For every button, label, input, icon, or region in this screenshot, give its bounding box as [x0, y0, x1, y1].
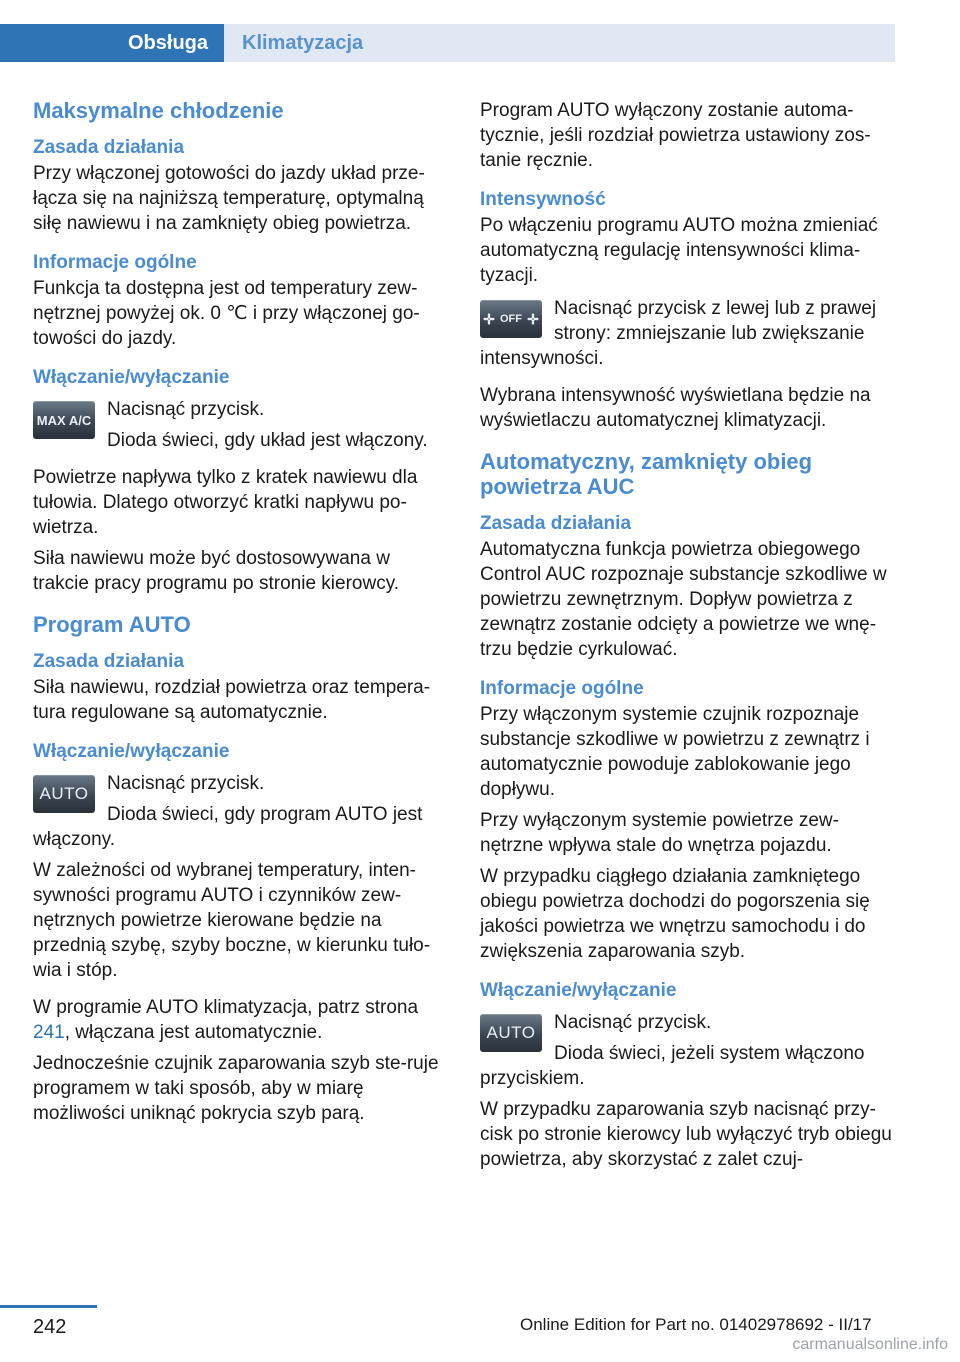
auto-sensor-text: Jednocześnie czujnik zaparowania szyb ste-ruje programem w taki sposób, aby w miarę możliwości uniknąć pokrycia szyb parą. [33, 1053, 439, 1124]
auto-ac-text-before: W programie AUTO klimatyzacja, patrz strona [33, 997, 419, 1018]
max-cooling-title: Maksymalne chłodzenie [33, 98, 284, 123]
section-tab-klimatyzacja: Klimatyzacja [224, 24, 895, 62]
auto-button-icon: AUTO [33, 775, 95, 813]
auto-principle-text: Siła nawiewu, rozdział powietrza oraz tempera-tura regulowane są automatycznie. [33, 677, 431, 723]
principle-heading: Zasada działania [33, 137, 185, 158]
footer-accent-line [0, 1305, 97, 1308]
auc-led-text: Dioda świeci, jeżeli system włączono przyciskiem. [480, 1043, 865, 1089]
page-reference-link[interactable]: 241 [33, 1022, 65, 1043]
auc-title: Automatyczny, zamknięty obieg powietrza AUC [480, 449, 813, 499]
intensity-instruction [480, 296, 895, 371]
principle-text: Przy włączonej gotowości do jazdy układ prze-łącza się na najniższą temperaturę, optymalną siłę nawiewu i na zamknięty obieg powietrza. [33, 163, 425, 234]
auc-principle-heading: Zasada działania [480, 513, 632, 534]
maxac-instruction [33, 397, 448, 453]
auto-depends-text: W zależności od wybranej temperatury, inten-sywności programu AUTO i czynników zew-nętrznych powietrze kierowane będzie na przednią szybę, szyby boczne, w kierunku tuło-wia i stóp. [33, 860, 431, 981]
auto-principle-heading: Zasada działania [33, 651, 185, 672]
auto-off-text: Program AUTO wyłączony zostanie automa-tycznie, jeśli rozdział powietrza ustawiony zos-tanie ręcznie. [480, 100, 871, 171]
watermark: carmanualsonline.info [792, 1336, 948, 1353]
right-column [480, 98, 895, 1172]
left-column [33, 98, 448, 1126]
page-header [0, 24, 895, 62]
led-on-text: Dioda świeci, gdy układ jest włączony. [107, 430, 428, 451]
auc-press-text: Nacisnąć przycisk. [554, 1012, 712, 1033]
onoff-heading: Włączanie/wyłączanie [33, 367, 230, 388]
auto-instruction [33, 771, 448, 852]
auc-auto-button-icon: AUTO [480, 1014, 542, 1052]
intensity-heading: Intensywność [480, 189, 606, 210]
fan-off-label: OFF [500, 313, 522, 325]
auc-instruction [480, 1010, 895, 1091]
intensity-text: Po włączeniu programu AUTO można zmieniać automatyczną regulację intensywności klima-tyzacji. [480, 215, 878, 286]
auto-program-title: Program AUTO [33, 612, 191, 637]
auc-onoff-heading: Włączanie/wyłączanie [480, 980, 677, 1001]
auc-fogging-text: W przypadku zaparowania szyb nacisnąć przy-cisk po stronie kierowcy lub wyłączyć tryb obiegu powietrza, aby skorzystać z zalet czuj- [480, 1099, 892, 1170]
auc-general-text: Przy włączonym systemie czujnik rozpoznaje substancje szkodliwe w powietrzu z zewnątrz i automatycznie powoduje zablokowanie jego dopływu. [480, 704, 870, 800]
general-text: Funkcja ta dostępna jest od temperatury zew-nętrznej powyżej ok. 0 ℃ i przy włączonej go-towości do jazdy. [33, 278, 420, 349]
section-tab-obsluga: Obsługa [0, 24, 224, 62]
press-button-text: Nacisnąć przycisk. [107, 399, 265, 420]
auto-led-text: Dioda świeci, gdy program AUTO jest włączony. [33, 804, 423, 850]
general-heading: Informacje ogólne [33, 252, 197, 273]
edition-note: Online Edition for Part no. 01402978692 - II/17 [520, 1315, 872, 1334]
fan-large-icon [525, 312, 541, 326]
auto-ac-text-after: , włączana jest automatycznie. [64, 1022, 323, 1043]
intensity-press-text: Nacisnąć przycisk z lewej lub z prawej strony: zmniejszanie lub zwiększanie intensywności. [480, 298, 877, 369]
intensity-display-text: Wybrana intensywność wyświetlana będzie na wyświetlaczu automatycznej klimatyzacji. [480, 385, 871, 431]
page-number: 242 [33, 1316, 67, 1338]
auc-principle-text: Automatyczna funkcja powietrza obiegowego Control AUC rozpoznaje substancje szkodliwe w powietrzu zewnętrznym. Dopływ powietrza z zewnątrz zostanie odcięty a powietrze we wnę-trzu będzie cyrkulować. [480, 539, 887, 660]
auto-press-text: Nacisnąć przycisk. [107, 773, 265, 794]
auto-onoff-heading: Włączanie/wyłączanie [33, 741, 230, 762]
auto-ac-text [33, 995, 448, 1045]
auc-fog-text: W przypadku ciągłego działania zamkniętego obiegu powietrza dochodzi do pogorszenia się jakości powietrza we wnętrzu samochodu i do zwiększenia zaparowania szyb. [480, 866, 870, 962]
auc-general-heading: Informacje ogólne [480, 678, 644, 699]
fan-intensity-button-icon [480, 300, 542, 338]
fan-power-text: Siła nawiewu może być dostosowywana w trakcie pracy programu po stronie kierowcy. [33, 548, 400, 594]
airflow-text: Powietrze napływa tylko z kratek nawiewu dla tułowia. Dlatego otworzyć kratki napływu po-wietrza. [33, 467, 418, 538]
fan-small-icon [481, 312, 497, 326]
auc-off-text: Przy wyłączonym systemie powietrze zew-nętrzne wpływa stale do wnętrza pojazdu. [480, 810, 839, 856]
maxac-button-icon: MAX A/C [33, 401, 95, 439]
